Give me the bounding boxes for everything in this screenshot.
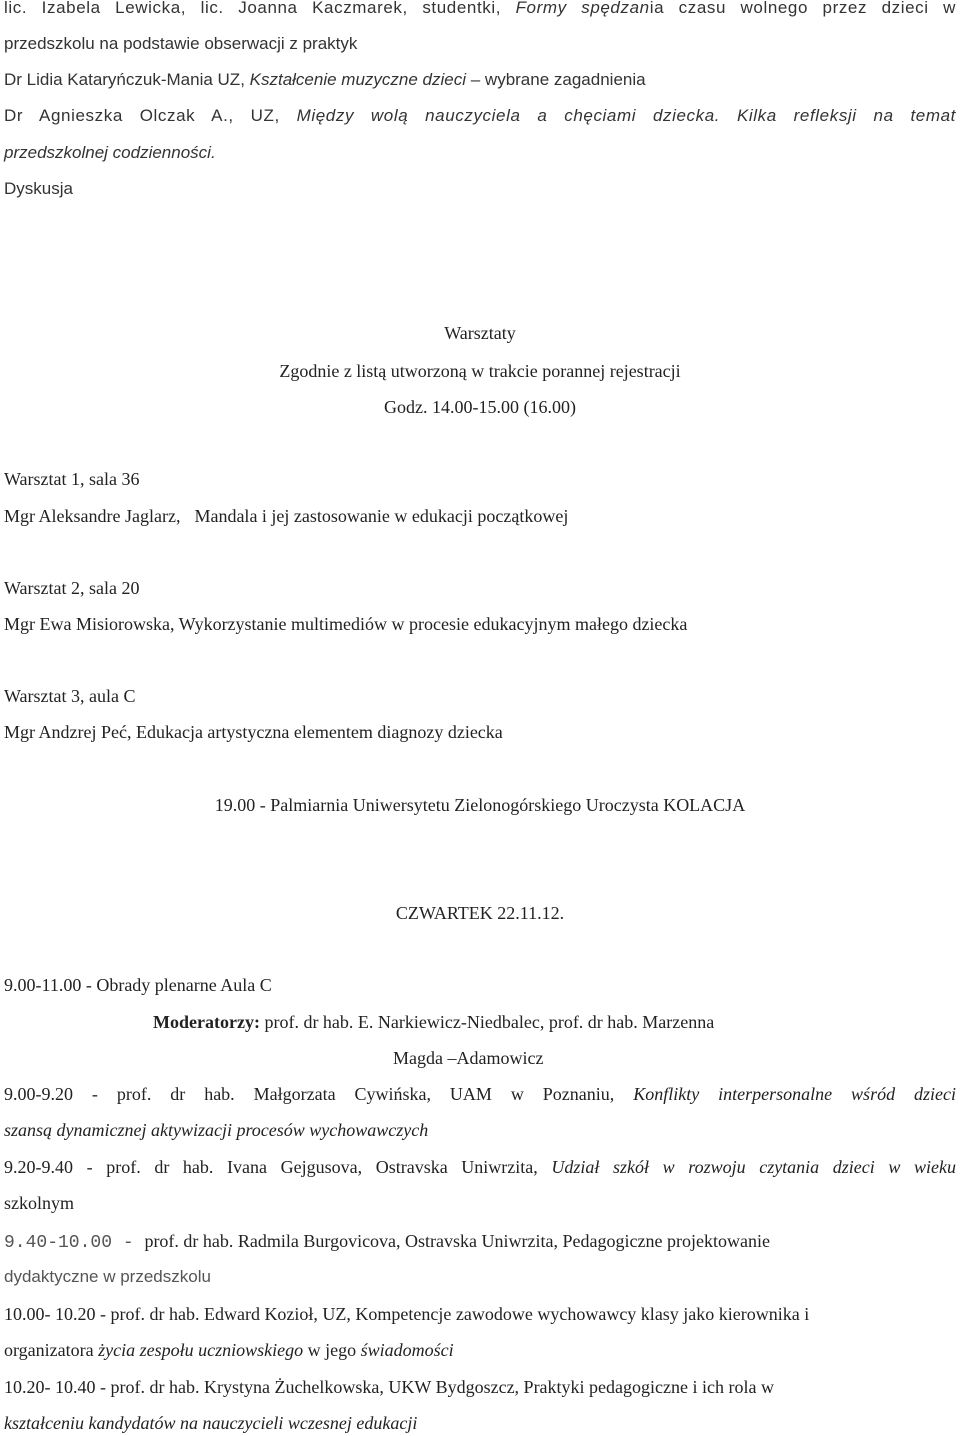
talk-cywinska-cont: szansą dynamicznej aktywizacji procesów wychowawczych bbox=[4, 1120, 429, 1140]
entry-lewicka-kaczmarek: lic. Izabela Lewicka, lic. Joanna Kaczmarek, studentki, Formy spędzania czasu wolnego przez dzieci w bbox=[4, 0, 956, 17]
warsztat-1-heading: Warsztat 1, sala 36 bbox=[4, 469, 140, 489]
kolacja-line: 19.00 - Palmiarnia Uniwersytetu Zielonogórskiego Uroczysta KOLACJA bbox=[214, 795, 746, 815]
warsztat-1-details: Mgr Aleksandre Jaglarz, Mandala i jej zastosowanie w edukacji początkowej bbox=[4, 506, 569, 526]
warsztat-2-details: Mgr Ewa Misiorowska, Wykorzystanie multimediów w procesie edukacyjnym małego dziecka bbox=[4, 614, 688, 634]
dyskusja-label: Dyskusja bbox=[4, 179, 73, 198]
entry-kataryńczuk-mania: Dr Lidia Kataryńczuk-Mania UZ, Kształcenie muzyczne dzieci – wybrane zagadnienia bbox=[4, 70, 646, 89]
day-heading: CZWARTEK 22.11.12. bbox=[395, 903, 565, 923]
warsztaty-subtitle: Zgodnie z listą utworzoną w trakcie porannej rejestracji bbox=[279, 361, 681, 381]
talk-burgovicova: 9.40-10.00 - prof. dr hab. Radmila Burgovicova, Ostravska Uniwrzita, Pedagogiczne projektowanie bbox=[4, 1231, 770, 1253]
warsztat-3-heading: Warsztat 3, aula C bbox=[4, 686, 136, 706]
moderators-line-2: Magda –Adamowicz bbox=[393, 1048, 544, 1068]
warsztat-2-heading: Warsztat 2, sala 20 bbox=[4, 578, 140, 598]
talk-cywinska: 9.00-9.20 - prof. dr hab. Małgorzata Cywińska, UAM w Poznaniu, Konflikty interpersonalne wśród dzieci bbox=[4, 1084, 956, 1104]
warsztaty-time: Godz. 14.00-15.00 (16.00) bbox=[384, 397, 576, 417]
talk-koziol-cont: organizatora życia zespołu uczniowskiego w jego świadomości bbox=[4, 1340, 454, 1360]
talk-zuchelkowska-cont: kształceniu kandydatów na nauczycieli wczesnej edukacji bbox=[4, 1413, 418, 1433]
warsztaty-title: Warsztaty bbox=[444, 323, 516, 343]
warsztat-3-details: Mgr Andzrej Peć, Edukacja artystyczna elementem diagnozy dziecka bbox=[4, 722, 503, 742]
talk-koziol: 10.00- 10.20 - prof. dr hab. Edward Kozioł, UZ, Kompetencje zawodowe wychowawcy klasy jako kierownika i bbox=[4, 1304, 810, 1324]
entry-olczak: Dr Agnieszka Olczak A., UZ, Między wolą nauczyciela a chęciami dziecka. Kilka refleksji na temat bbox=[4, 106, 956, 125]
moderators-line: Moderatorzy: prof. dr hab. E. Narkiewicz-Niedbalec, prof. dr hab. Marzenna bbox=[153, 1012, 715, 1032]
entry-olczak-cont: przedszkolnej codzienności. bbox=[4, 143, 216, 162]
obrady-heading: 9.00-11.00 - Obrady plenarne Aula C bbox=[4, 975, 272, 995]
talk-gejgusova: 9.20-9.40 - prof. dr hab. Ivana Gejgusova, Ostravska Uniwrzita, Udział szkół w rozwoju czytania dzieci w wieku bbox=[4, 1157, 956, 1177]
entry-lewicka-kaczmarek-cont: przedszkolu na podstawie obserwacji z praktyk bbox=[4, 34, 358, 53]
talk-gejgusova-cont: szkolnym bbox=[4, 1193, 74, 1213]
talk-burgovicova-cont: dydaktyczne w przedszkolu bbox=[4, 1267, 211, 1286]
talk-zuchelkowska: 10.20- 10.40 - prof. dr hab. Krystyna Żuchelkowska, UKW Bydgoszcz, Praktyki pedagogiczne i ich rola w bbox=[4, 1377, 774, 1397]
